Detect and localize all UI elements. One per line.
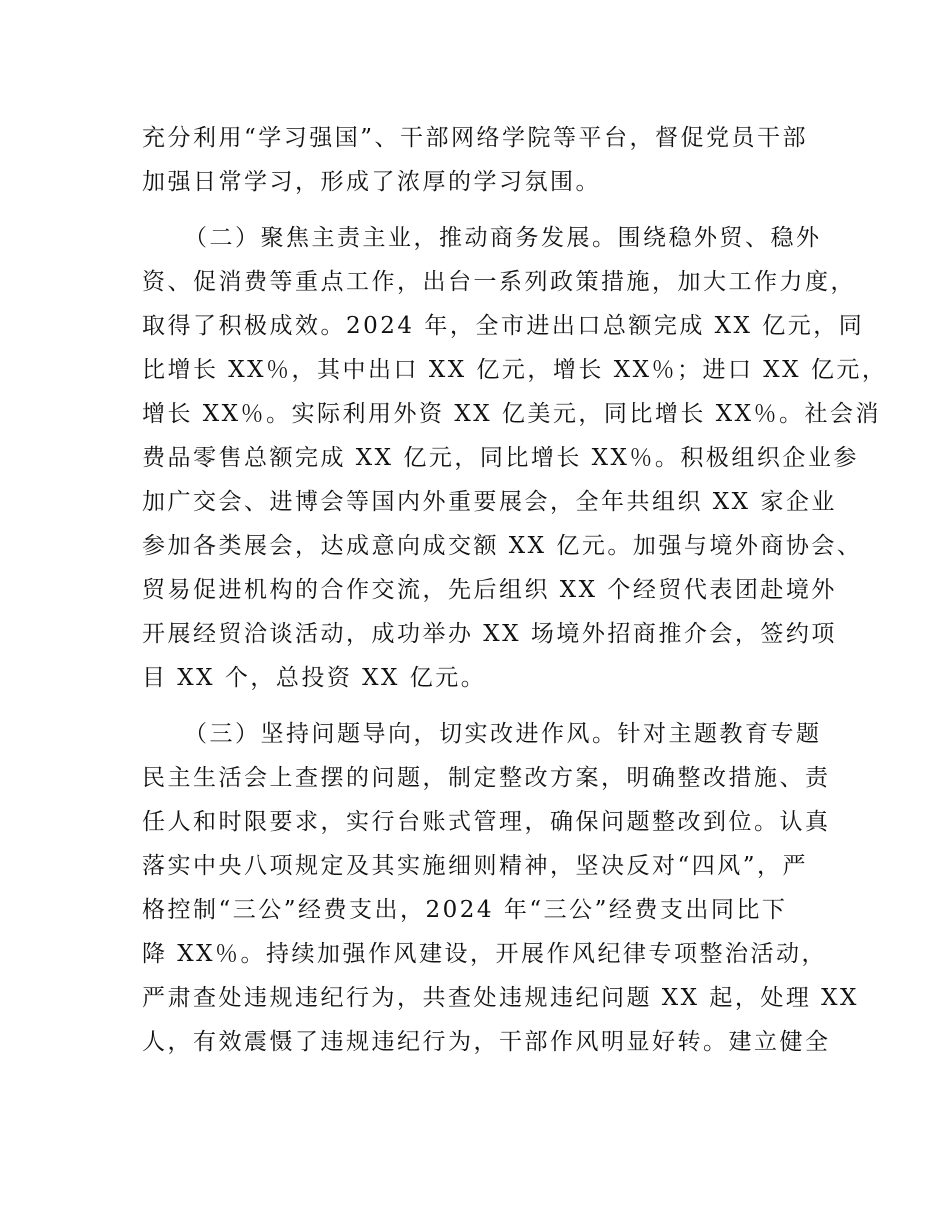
paragraph-2-line-10: 开展经贸洽谈活动，成功举办 XX 场境外招商推介会，签约项 xyxy=(142,621,837,647)
paragraph-2-line-7: 加广交会、进博会等国内外重要展会，全年共组织 XX 家企业 xyxy=(142,489,837,515)
paragraph-3-line-3: 任人和时限要求，实行台账式管理，确保问题整改到位。认真 xyxy=(142,809,831,835)
paragraph-3-line-1: （三）坚持问题导向，切实改进作风。针对主题教育专题 xyxy=(184,721,822,747)
paragraph-2-line-4: 比增长 XX％，其中出口 XX 亿元，增长 XX％；进口 XX 亿元， xyxy=(142,357,888,383)
paragraph-1-line-2: 加强日常学习，形成了浓厚的学习氛围。 xyxy=(142,169,601,195)
paragraph-2-line-6: 费品零售总额完成 XX 亿元，同比增长 XX％。积极组织企业参 xyxy=(142,445,859,471)
paragraph-2-line-8: 参加各类展会，达成意向成交额 XX 亿元。加强与境外商协会、 xyxy=(142,533,863,559)
paragraph-2-line-3: 取得了积极成效。2024 年，全市进出口总额完成 XX 亿元，同 xyxy=(142,313,865,339)
paragraph-2-line-1: （二）聚焦主责主业，推动商务发展。围绕稳外贸、稳外 xyxy=(184,225,822,251)
paragraph-2-line-11: 目 XX 个，总投资 XX 亿元。 xyxy=(142,665,487,691)
paragraph-1-line-1: 充分利用“学习强国”、干部网络学院等平台，督促党员干部 xyxy=(142,125,809,151)
paragraph-2-line-5: 增长 XX％。实际利用外资 XX 亿美元，同比增长 XX％。社会消 xyxy=(142,401,881,427)
paragraph-3-line-6: 降 XX％。持续加强作风建设，开展作风纪律专项整治活动， xyxy=(142,941,828,967)
paragraph-3-line-5: 格控制“三公”经费支出，2024 年“三公”经费支出同比下 xyxy=(142,897,788,923)
paragraph-3-line-4: 落实中央八项规定及其实施细则精神，坚决反对“四风”，严 xyxy=(142,853,809,879)
paragraph-3-line-2: 民主生活会上查摆的问题，制定整改方案，明确整改措施、责 xyxy=(142,765,831,791)
paragraph-2-line-2: 资、促消费等重点工作，出台一系列政策措施，加大工作力度， xyxy=(142,269,856,295)
paragraph-3-line-7: 严肃查处违规违纪行为，共查处违规违纪问题 XX 起，处理 XX xyxy=(142,985,859,1011)
paragraph-2-line-9: 贸易促进机构的合作交流，先后组织 XX 个经贸代表团赴境外 xyxy=(142,577,837,603)
paragraph-3-line-8: 人，有效震慑了违规违纪行为，干部作风明显好转。建立健全 xyxy=(142,1029,831,1055)
